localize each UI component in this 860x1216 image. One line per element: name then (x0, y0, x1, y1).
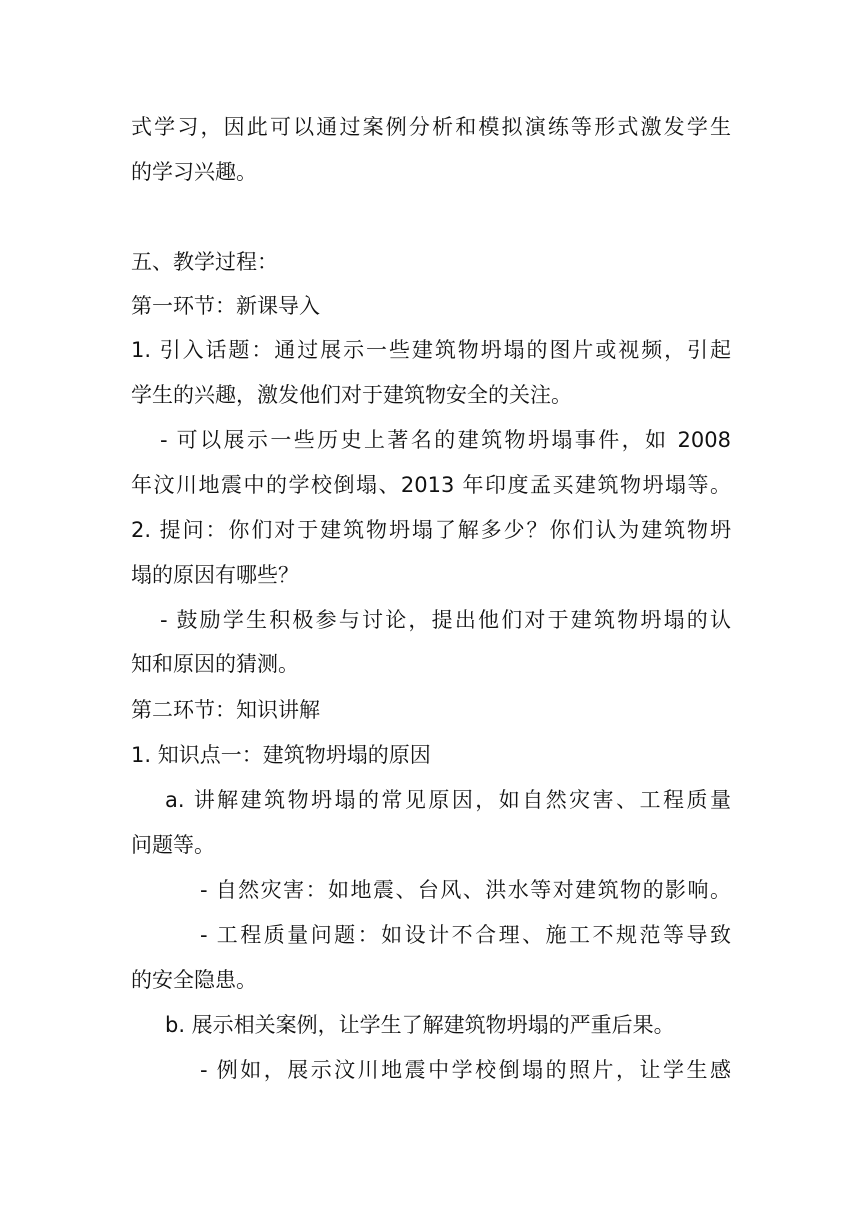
list-item-line: 1. 引入话题：通过展示一些建筑物坍塌的图片或视频，引起 (131, 338, 731, 362)
sub-item-line: 问题等。 (131, 833, 215, 857)
paragraph-line: 的学习兴趣。 (131, 160, 257, 184)
bullet-line: - 例如，展示汶川地震中学校倒塌的照片，让学生感 (200, 1058, 731, 1082)
list-item-line: 1. 知识点一：建筑物坍塌的原因 (131, 743, 431, 767)
list-item-line: 塌的原因有哪些？ (131, 563, 299, 587)
list-item-line: 2. 提问：你们对于建筑物坍塌了解多少？你们认为建筑物坍 (131, 518, 731, 542)
sub-item-line: a. 讲解建筑物坍塌的常见原因，如自然灾害、工程质量 (165, 788, 731, 812)
bullet-line: 年汶川地震中的学校倒塌、2013 年印度孟买建筑物坍塌等。 (131, 473, 731, 497)
bullet-line: 知和原因的猜测。 (131, 652, 299, 676)
subsection-heading: 第二环节：知识讲解 (131, 698, 320, 722)
bullet-line: 的安全隐患。 (131, 968, 257, 992)
paragraph-line: 式学习，因此可以通过案例分析和模拟演练等形式激发学生 (131, 115, 731, 139)
bullet-line: - 自然灾害：如地震、台风、洪水等对建筑物的影响。 (200, 878, 731, 902)
bullet-line: - 鼓励学生积极参与讨论，提出他们对于建筑物坍塌的认 (160, 608, 731, 632)
subsection-heading: 第一环节：新课导入 (131, 294, 320, 318)
bullet-line: - 工程质量问题：如设计不合理、施工不规范等导致 (200, 923, 731, 947)
sub-item-line: b. 展示相关案例，让学生了解建筑物坍塌的严重后果。 (165, 1013, 675, 1037)
bullet-line: - 可以展示一些历史上著名的建筑物坍塌事件，如 2008 (160, 428, 731, 452)
section-heading: 五、教学过程： (131, 250, 278, 274)
list-item-line: 学生的兴趣，激发他们对于建筑物安全的关注。 (131, 383, 572, 407)
